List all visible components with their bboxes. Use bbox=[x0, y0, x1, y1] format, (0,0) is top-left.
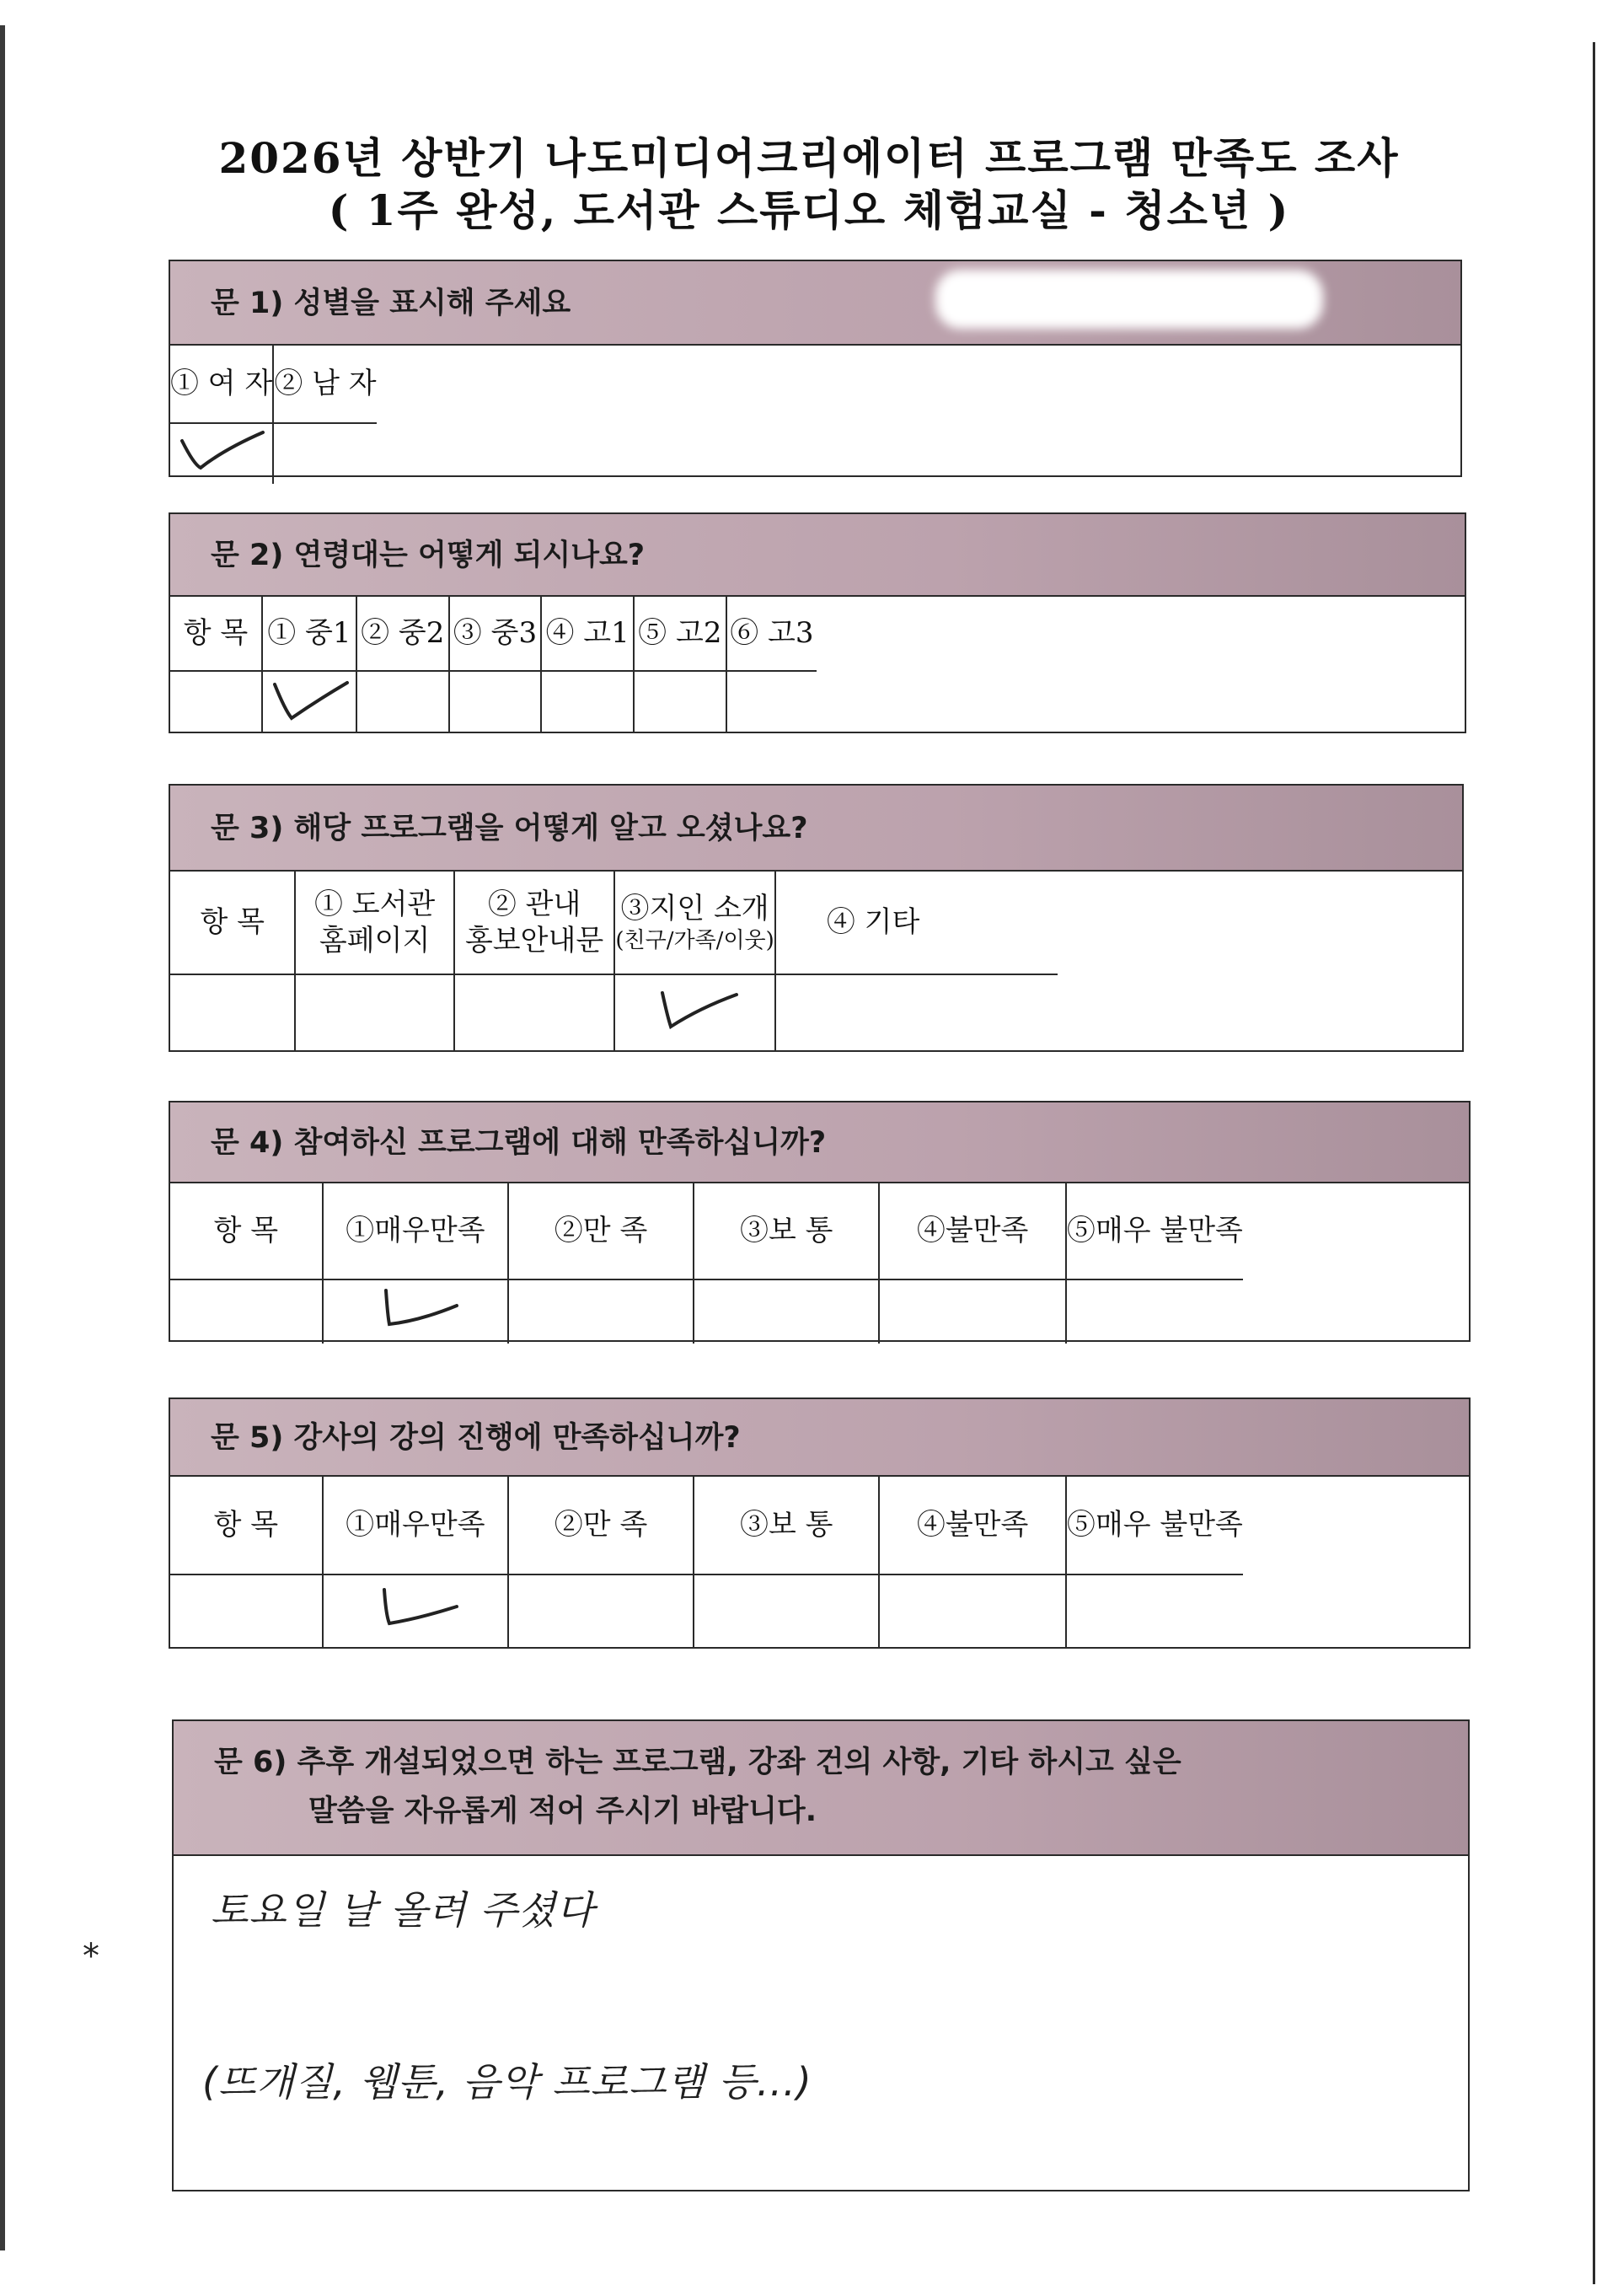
q5-option-1: ①매우만족 bbox=[323, 1477, 508, 1574]
q5-answer-3[interactable] bbox=[694, 1574, 879, 1647]
q2-row-label: 항 목 bbox=[170, 597, 262, 671]
q3-option-2 bbox=[454, 872, 615, 974]
question-4-box bbox=[169, 1101, 1471, 1342]
question-2-text: 문 2) 연령대는 어떻게 되시나요? bbox=[211, 539, 646, 572]
q6-answer-line2: (뜨개질, 웹툰, 음악 프로그램 등...) bbox=[202, 2059, 812, 2105]
q3-option-1-line1: ① 도서관 bbox=[313, 888, 436, 921]
q3-answer-2[interactable] bbox=[454, 974, 615, 1050]
check-mark-icon bbox=[263, 673, 356, 723]
q3-option-3 bbox=[614, 872, 775, 974]
survey-title: 2026년 상반기 나도미디어크리에이터 프로그램 만족도 조사 bbox=[218, 133, 1400, 183]
q3-option-2-line2: 홍보안내문 bbox=[464, 923, 604, 958]
q2-answer-label-cell bbox=[170, 671, 262, 733]
check-mark-icon bbox=[649, 983, 742, 1033]
question-6-text-line1: 문 6) 추후 개설되었으면 하는 프로그램, 강좌 건의 사항, 기타 하시고 싶은 bbox=[214, 1746, 1181, 1779]
q5-answer-label-cell bbox=[170, 1574, 323, 1647]
check-mark-icon bbox=[369, 1581, 462, 1632]
survey-subtitle: ( 1주 완성, 도서관 스튜디오 체험교실 - 청소년 ) bbox=[328, 185, 1290, 235]
q2-option-4: ④ 고1 bbox=[541, 597, 634, 671]
q5-answer-4[interactable] bbox=[879, 1574, 1065, 1647]
q3-option-4 bbox=[775, 872, 1058, 974]
scan-edge-left bbox=[0, 25, 5, 2250]
q4-answer-2[interactable] bbox=[508, 1279, 694, 1344]
question-4-text: 문 4) 참여하신 프로그램에 대해 만족하십니까? bbox=[211, 1126, 827, 1160]
q4-option-3: ③보 통 bbox=[694, 1183, 879, 1279]
q4-row-label: 항 목 bbox=[170, 1183, 323, 1279]
question-5-box bbox=[169, 1397, 1471, 1649]
q3-answer-3[interactable] bbox=[614, 974, 775, 1050]
redacted-area bbox=[935, 270, 1323, 329]
question-4-header bbox=[170, 1102, 1469, 1183]
q4-option-5: ⑤매우 불만족 bbox=[1066, 1183, 1243, 1279]
q2-answer-5[interactable] bbox=[634, 671, 726, 733]
q5-answer-2[interactable] bbox=[508, 1574, 694, 1647]
q4-answer-5[interactable] bbox=[1066, 1279, 1243, 1344]
q3-option-1 bbox=[295, 872, 453, 974]
check-mark-icon bbox=[369, 1282, 462, 1333]
q4-option-1: ①매우만족 bbox=[323, 1183, 508, 1279]
question-5-header bbox=[170, 1399, 1469, 1477]
q4-option-2: ②만 족 bbox=[508, 1183, 694, 1279]
q4-answer-3[interactable] bbox=[694, 1279, 879, 1344]
q5-option-4: ④불만족 bbox=[879, 1477, 1065, 1574]
q2-option-5: ⑤ 고2 bbox=[634, 597, 726, 671]
check-mark-icon bbox=[175, 424, 268, 475]
q2-answer-6[interactable] bbox=[726, 671, 817, 733]
q5-option-5: ⑤매우 불만족 bbox=[1066, 1477, 1243, 1574]
question-2-box bbox=[169, 512, 1466, 733]
scan-edge-right bbox=[1593, 42, 1595, 2284]
q3-option-4-line1: ④ 기타 bbox=[826, 905, 920, 940]
question-3-box bbox=[169, 784, 1464, 1052]
q5-option-2: ②만 족 bbox=[508, 1477, 694, 1574]
question-5-text: 문 5) 강사의 강의 진행에 만족하십니까? bbox=[211, 1421, 741, 1455]
q5-row-label: 항 목 bbox=[170, 1477, 323, 1574]
question-6-text-line2: 말씀을 자유롭게 적어 주시기 바랍니다. bbox=[308, 1794, 817, 1828]
question-3-header bbox=[170, 786, 1462, 872]
q5-option-3: ③보 통 bbox=[694, 1477, 879, 1574]
question-2-header bbox=[170, 514, 1465, 597]
q1-option-female: ① 여 자 bbox=[170, 346, 273, 423]
q5-answer-5[interactable] bbox=[1066, 1574, 1243, 1647]
question-1-text: 문 1) 성별을 표시해 주세요 bbox=[211, 287, 571, 320]
q2-option-6: ⑥ 고3 bbox=[726, 597, 817, 671]
q2-answer-4[interactable] bbox=[541, 671, 634, 733]
q3-row-label: 항 목 bbox=[170, 872, 295, 974]
q2-answer-1[interactable] bbox=[262, 671, 356, 733]
q4-answer-4[interactable] bbox=[879, 1279, 1065, 1344]
q6-answer-area[interactable] bbox=[174, 1856, 1468, 2190]
q4-answer-label-cell bbox=[170, 1279, 323, 1344]
q5-answer-1[interactable] bbox=[323, 1574, 508, 1647]
question-3-text: 문 3) 해당 프로그램을 어떻게 알고 오셨나요? bbox=[211, 812, 808, 845]
q3-answer-4[interactable] bbox=[775, 974, 1058, 1050]
q4-answer-1[interactable] bbox=[323, 1279, 508, 1344]
question-6-header bbox=[174, 1721, 1468, 1856]
q3-option-3-line2: (친구/가족/이웃) bbox=[615, 927, 774, 953]
q3-option-1-line2: 홈페이지 bbox=[319, 923, 431, 958]
pen-mark: * bbox=[83, 1937, 99, 1976]
q3-answer-1[interactable] bbox=[295, 974, 453, 1050]
q3-option-3-line1: ③지인 소개 bbox=[620, 892, 769, 925]
q2-option-2: ② 중2 bbox=[356, 597, 449, 671]
q1-option-male: ② 남 자 bbox=[273, 346, 376, 423]
q1-answer-male[interactable] bbox=[273, 423, 376, 484]
q1-answer-female[interactable] bbox=[170, 423, 273, 484]
q2-option-3: ③ 중3 bbox=[449, 597, 542, 671]
q2-option-1: ① 중1 bbox=[262, 597, 356, 671]
q2-answer-2[interactable] bbox=[356, 671, 449, 733]
q3-answer-label-cell bbox=[170, 974, 295, 1050]
q6-answer-line1: 토요일 날 올려 주셨다 bbox=[211, 1887, 595, 1933]
q2-answer-3[interactable] bbox=[449, 671, 542, 733]
q3-option-2-line1: ② 관내 bbox=[487, 888, 581, 921]
q4-option-4: ④불만족 bbox=[879, 1183, 1065, 1279]
question-6-box bbox=[172, 1719, 1470, 2191]
